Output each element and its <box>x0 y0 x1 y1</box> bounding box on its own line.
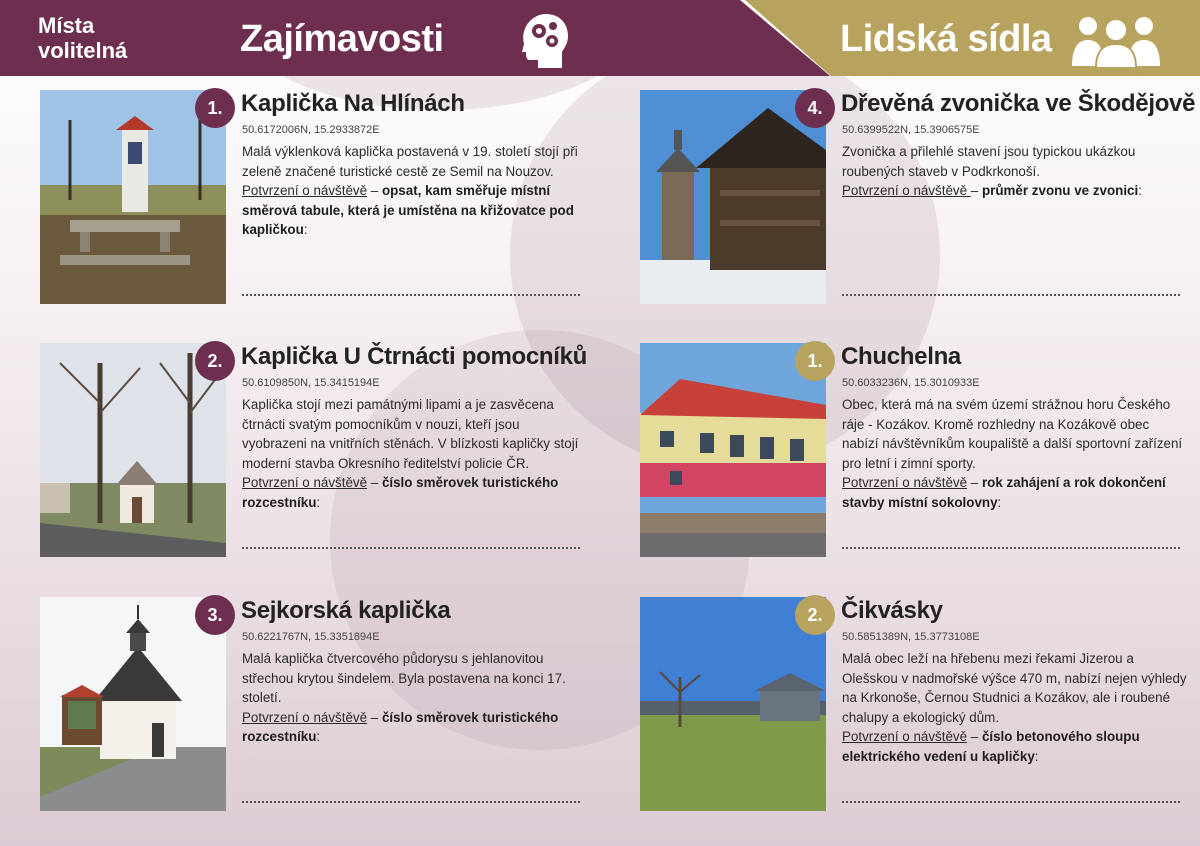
photo-village-building <box>640 343 826 557</box>
number-badge: 2. <box>795 595 835 635</box>
colon: : <box>316 494 321 510</box>
visit-confirmation-label: Potvrzení o návštěvě <box>242 709 368 725</box>
head-gears-icon <box>516 10 572 70</box>
optional-places-line2: volitelná <box>38 38 128 63</box>
photo-village-landscape <box>640 597 826 811</box>
entry-chuchelna <box>640 343 1200 573</box>
separator: – <box>367 709 382 725</box>
entry-description <box>242 142 587 240</box>
separator: – <box>970 183 982 198</box>
number-badge: 1. <box>195 88 235 128</box>
entry-drevena-zvonicka <box>640 90 1200 320</box>
visit-task: číslo betonového sloupu elektrického vedení u kapličky <box>842 729 1140 764</box>
entry-kaplicka-na-hlinach <box>40 90 600 320</box>
gps-coordinates: 50.5851389N, 15.3773108E <box>842 631 980 643</box>
visit-task: číslo směrovek turistického rozcestníku <box>242 475 559 510</box>
visit-confirmation-label: Potvrzení o návštěvě <box>842 183 971 198</box>
answer-line[interactable] <box>842 547 1180 549</box>
colon: : <box>1138 183 1142 198</box>
visit-task: rok zahájení a rok dokončení stavby místní sokolovny <box>842 475 1166 510</box>
answer-line[interactable] <box>842 801 1180 803</box>
answer-line[interactable] <box>242 294 580 296</box>
description-text: Malá obec leží na hřebenu mezi řekami Jizerou a Olešskou v nadmořské výšce 470 m, nabízí nejen výhledy na Krkonoše, Černou Studnici a Kozákov, ale i roubené chalupy a ekologický dům. <box>842 651 1187 725</box>
photo-shingle-chapel <box>40 597 226 811</box>
photo-chapel-lindens <box>40 343 226 557</box>
photo-chapel <box>40 90 226 304</box>
separator: – <box>967 729 982 744</box>
entry-description <box>242 649 587 747</box>
gps-coordinates: 50.6221767N, 15.3351894E <box>242 631 380 643</box>
colon: : <box>316 729 321 744</box>
number-badge: 1. <box>795 341 835 381</box>
colon: : <box>303 222 308 237</box>
colon: : <box>1034 748 1039 764</box>
entry-title: Čikvásky <box>841 597 943 624</box>
photo-wooden-belfry <box>640 90 826 304</box>
entry-title: Chuchelna <box>841 343 961 370</box>
separator: – <box>367 475 382 490</box>
entry-description <box>842 142 1187 201</box>
separator: – <box>367 183 382 198</box>
number-badge: 4. <box>795 88 835 128</box>
optional-places-line1: Místa <box>38 13 95 38</box>
entry-cikvasky <box>640 597 1200 827</box>
section-title-attractions: Zajímavosti <box>240 18 444 60</box>
entry-description <box>842 395 1187 512</box>
visit-confirmation-label: Potvrzení o návštěvě <box>242 475 368 490</box>
entry-title: Kaplička Na Hlínách <box>241 90 465 117</box>
answer-line[interactable] <box>242 547 580 549</box>
entry-title: Sejkorská kaplička <box>241 597 451 624</box>
description-text: Zvonička a přilehlé stavení jsou typickou ukázkou roubených staveb v Podkrkonoší. <box>842 144 1136 179</box>
visit-confirmation-label: Potvrzení o návštěvě <box>842 729 968 744</box>
answer-line[interactable] <box>242 801 580 803</box>
number-badge: 2. <box>195 341 235 381</box>
entry-description <box>842 649 1187 766</box>
section-title-settlements: Lidská sídla <box>840 18 1052 60</box>
description-text: Obec, která má na svém území strážnou horu Českého ráje - Kozákov. Kromě rozhledny na Kozákově obec nabízí návštěvníkům koupaliště a další sportovní zařízení pro letní i zimní sporty. <box>842 397 1183 471</box>
entry-kaplicka-u-ctrnacti-pomocniku <box>40 343 600 573</box>
visit-confirmation-label: Potvrzení o návštěvě <box>242 183 368 198</box>
separator: – <box>967 475 982 490</box>
answer-line[interactable] <box>842 294 1180 296</box>
optional-places-label <box>38 13 127 63</box>
colon: : <box>997 494 1002 510</box>
header-bar <box>0 0 1200 76</box>
entry-title: Kaplička U Čtrnácti pomocníků <box>241 343 588 370</box>
description-text: Malá výklenková kaplička postavená v 19. století stojí při zeleně značené turistické cestě ze Semil na Nouzov. <box>242 144 578 179</box>
description-text: Malá kaplička čtvercového půdorysu s jehlanovitou střechou krytou šindelem. Byla postavena na konci 17. století. <box>242 651 566 705</box>
gps-coordinates: 50.6033236N, 15.3010933E <box>842 377 980 389</box>
visit-task: průměr zvonu ve zvonici <box>981 183 1139 198</box>
gps-coordinates: 50.6109850N, 15.3415194E <box>242 377 380 389</box>
people-group-icon <box>1068 12 1164 68</box>
visit-task: číslo směrovek turistického rozcestníku <box>242 709 559 744</box>
entry-sejkorska-kaplicka <box>40 597 600 827</box>
description-text: Kaplička stojí mezi památnými lipami a je zasvěcena čtrnácti svatým pomocníkům v nouzi, kteří jsou vyobrazeni na vnitřních stěnách. V blízkosti kapličky stojí moderní stavba Okresního ředitelství policie ČR. <box>242 397 579 471</box>
visit-task: opsat, kam směřuje místní směrová tabule, která je umístěna na křižovatce pod kapličkou <box>242 183 574 237</box>
entry-description <box>242 395 587 512</box>
gps-coordinates: 50.6399522N, 15.3906575E <box>842 124 980 136</box>
number-badge: 3. <box>195 595 235 635</box>
visit-confirmation-label: Potvrzení o návštěvě <box>842 475 968 490</box>
gps-coordinates: 50.6172006N, 15.2933872E <box>242 124 380 136</box>
entry-title: Dřevěná zvonička ve Škodějově <box>841 90 1196 117</box>
